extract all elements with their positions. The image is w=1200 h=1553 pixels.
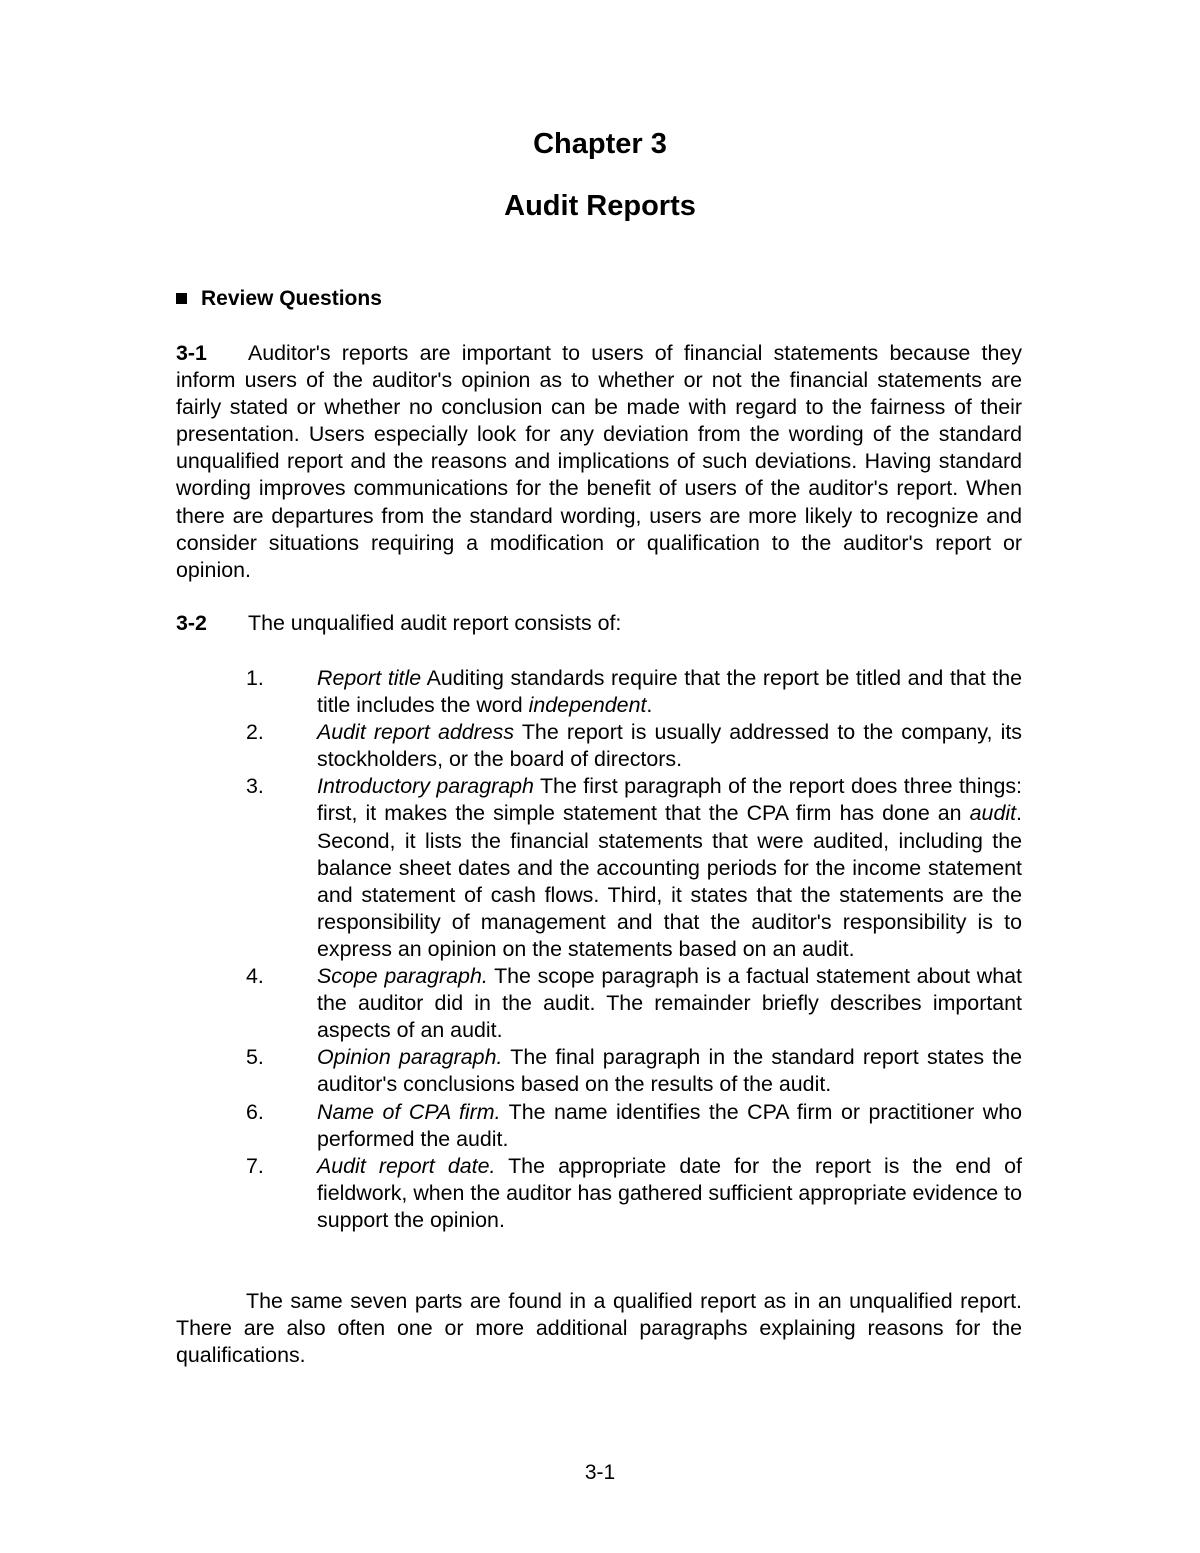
list-item-emphasis: independent: [528, 693, 647, 718]
list-item-text: The final paragraph in the standard report states the auditor's conclusions based on the results of the audit.: [317, 1045, 1022, 1097]
page-title: Audit Reports: [504, 190, 696, 222]
list-item-number: 7.: [246, 1153, 264, 1178]
list-item-term: Name of CPA firm.: [317, 1099, 501, 1124]
list-item-term: Audit report address: [317, 720, 515, 745]
report-parts-list: [246, 665, 1022, 1234]
list-item-term: Report title: [317, 666, 422, 690]
question-number: 3-2: [176, 611, 207, 635]
question-intro-text: The unqualified audit report consists of:: [248, 611, 622, 635]
list-item: [246, 1044, 1022, 1098]
list-item-text: The report is usually addressed to the company, its stockholders, or the board of directors.: [317, 720, 1022, 772]
list-item-term: Introductory paragraph: [317, 774, 534, 799]
question-3-2: [176, 610, 1022, 637]
list-item-text: The appropriate date for the report is the end of fieldwork, when the auditor has gathered sufficient appropriate evidence to support the opinion.: [317, 1153, 1022, 1232]
list-item-emphasis: audit: [969, 801, 1017, 826]
list-item-term: Opinion paragraph.: [317, 1045, 503, 1070]
list-item-number: 5.: [246, 1045, 264, 1070]
list-item-number: 6.: [246, 1099, 264, 1124]
list-item: [246, 1153, 1022, 1234]
closing-paragraph: The same seven parts are found in a qualified report as in an unqualified report. There are also often one or more additional paragraphs explaining reasons for the qualifications.: [176, 1289, 1022, 1368]
list-item: [246, 1099, 1022, 1153]
list-item-term: Scope paragraph.: [317, 964, 488, 989]
list-item-number: 4.: [246, 964, 264, 989]
list-item-text-after: . Second, it lists the financial statements that were audited, including the balance sheet dates and the accounting periods for the income statement and statement of cash flows. Third, it states that the statements are the responsibility of management and that the auditor's responsibility is to express an opinion on the statements based on an audit.: [317, 801, 1022, 961]
list-item-text-after: .: [646, 693, 653, 718]
square-bullet-icon: [176, 293, 187, 304]
section-heading-label: Review Questions: [201, 287, 382, 310]
list-item-text: Auditing standards require that the report be titled and that the title includes the word: [317, 666, 1022, 718]
question-3-1: [176, 340, 1022, 584]
question-answer-text: Auditor's reports are important to users of financial statements because they inform users of the auditor's opinion as to whether or not the financial statements are fairly stated or whether no conclusion can be made with regard to the fairness of their presentation. Users especially look for any deviation from the wording of the standard unqualified report and the reasons and implications of such deviations. Having standard wording improves communications for the benefit of users of the auditor's report. When there are departures from the standard wording, users are more likely to recognize and consider situations requiring a modification or qualification to the auditor's report or opinion.: [176, 341, 1022, 582]
chapter-heading: Chapter 3: [533, 128, 667, 160]
question-number: 3-1: [176, 341, 207, 365]
list-item-text: The scope paragraph is a factual statement about what the auditor did in the audit. The remainder briefly describes important aspects of an audit.: [317, 964, 1022, 1043]
list-item: [246, 665, 1022, 719]
list-item-text: The first paragraph of the report does three things: first, it makes the simple statement that the CPA firm has done an: [317, 774, 1022, 826]
list-item-number: 2.: [246, 720, 264, 745]
list-item: [246, 773, 1022, 963]
list-item-text: The name identifies the CPA firm or practitioner who performed the audit.: [317, 1099, 1022, 1151]
list-item-number: 3.: [246, 774, 264, 799]
section-heading: [176, 284, 382, 314]
list-item: [246, 963, 1022, 1044]
list-item-number: 1.: [246, 666, 264, 690]
list-item-term: Audit report date.: [317, 1153, 496, 1178]
page-number: 3-1: [584, 1461, 616, 1484]
list-item: [246, 719, 1022, 773]
